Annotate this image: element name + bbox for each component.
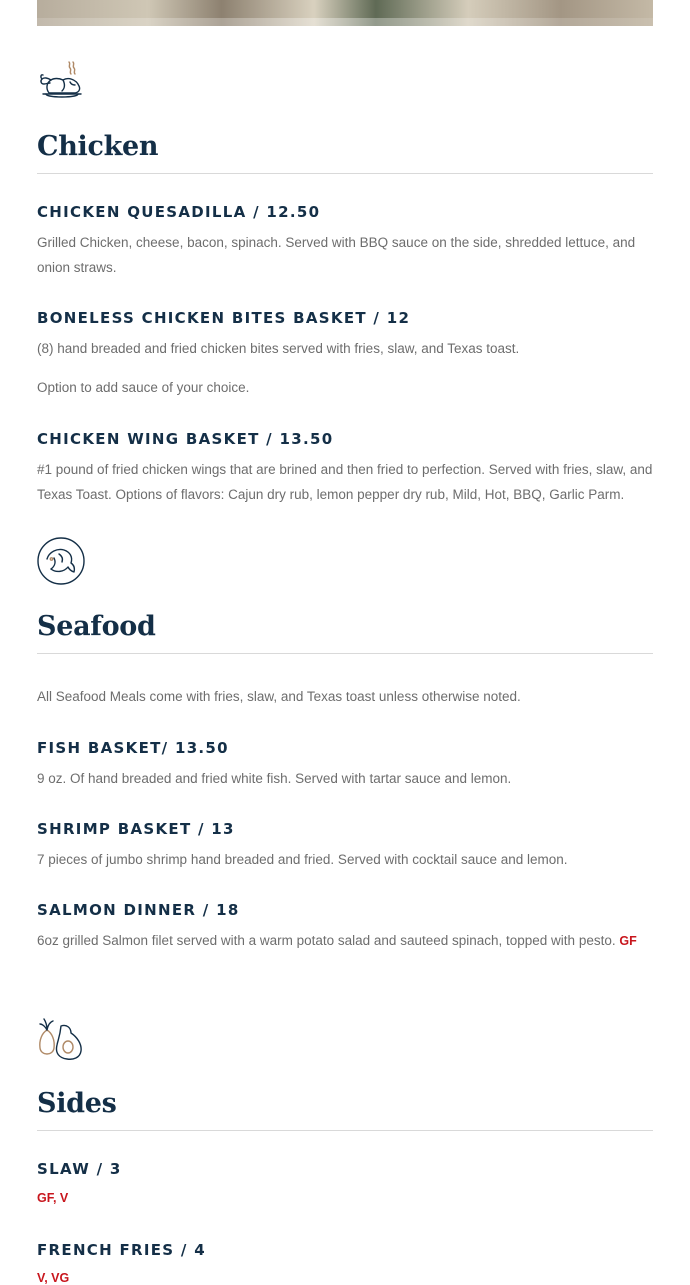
menu-item-description: #1 pound of fried chicken wings that are brined and then fried to perfection. Served with fries, slaw, and Texas Toast. Options of flavors: Cajun dry rub, lemon pepper dry rub, Mild, Hot, BBQ, Garlic Parm. [37,462,653,502]
dietary-tags: GF, V [37,1191,69,1205]
menu-item-title: CHICKEN WING BASKET / 13.50 [37,430,334,448]
menu-item-title: CHICKEN QUESADILLA / 12.50 [37,203,321,221]
menu-item-description: (8) hand breaded and fried chicken bites served with fries, slaw, and Texas toast. [37,341,520,356]
menu-item-title: FISH BASKET/ 13.50 [37,739,229,757]
menu-item-title: SHRIMP BASKET / 13 [37,820,235,838]
roast-chicken-icon [37,56,85,104]
section-title-chicken: Chicken [37,131,159,162]
vegetables-icon [37,1012,85,1060]
menu-item-title: BONELESS CHICKEN BITES BASKET / 12 [37,309,411,327]
menu-item-description: Grilled Chicken, cheese, bacon, spinach. Served with BBQ sauce on the side, shredded lettuce, and onion straws. [37,235,636,275]
fish-plate-icon [37,537,85,585]
section-title-seafood: Seafood [37,611,156,642]
menu-item-description-row [37,928,653,954]
section-divider [37,1130,653,1131]
section-title-sides: Sides [37,1088,117,1119]
menu-item-note: Option to add sauce of your choice. [37,380,250,395]
menu-item-description: 6oz grilled Salmon filet served with a warm potato salad and sauteed spinach, topped with pesto. [37,933,616,948]
menu-item-title: FRENCH FRIES / 4 [37,1241,206,1259]
dietary-tag: GF [619,934,637,948]
menu-item-description: 7 pieces of jumbo shrimp hand breaded and fried. Served with cocktail sauce and lemon. [37,852,568,867]
hero-food-photo [37,0,653,26]
menu-item-title: SLAW / 3 [37,1160,122,1178]
dietary-tags: V, VG [37,1271,70,1285]
section-intro: All Seafood Meals come with fries, slaw, and Texas toast unless otherwise noted. [37,689,521,704]
menu-item-title: SALMON DINNER / 18 [37,901,240,919]
section-divider [37,173,653,174]
menu-item-description: 9 oz. Of hand breaded and fried white fish. Served with tartar sauce and lemon. [37,771,512,786]
section-divider [37,653,653,654]
